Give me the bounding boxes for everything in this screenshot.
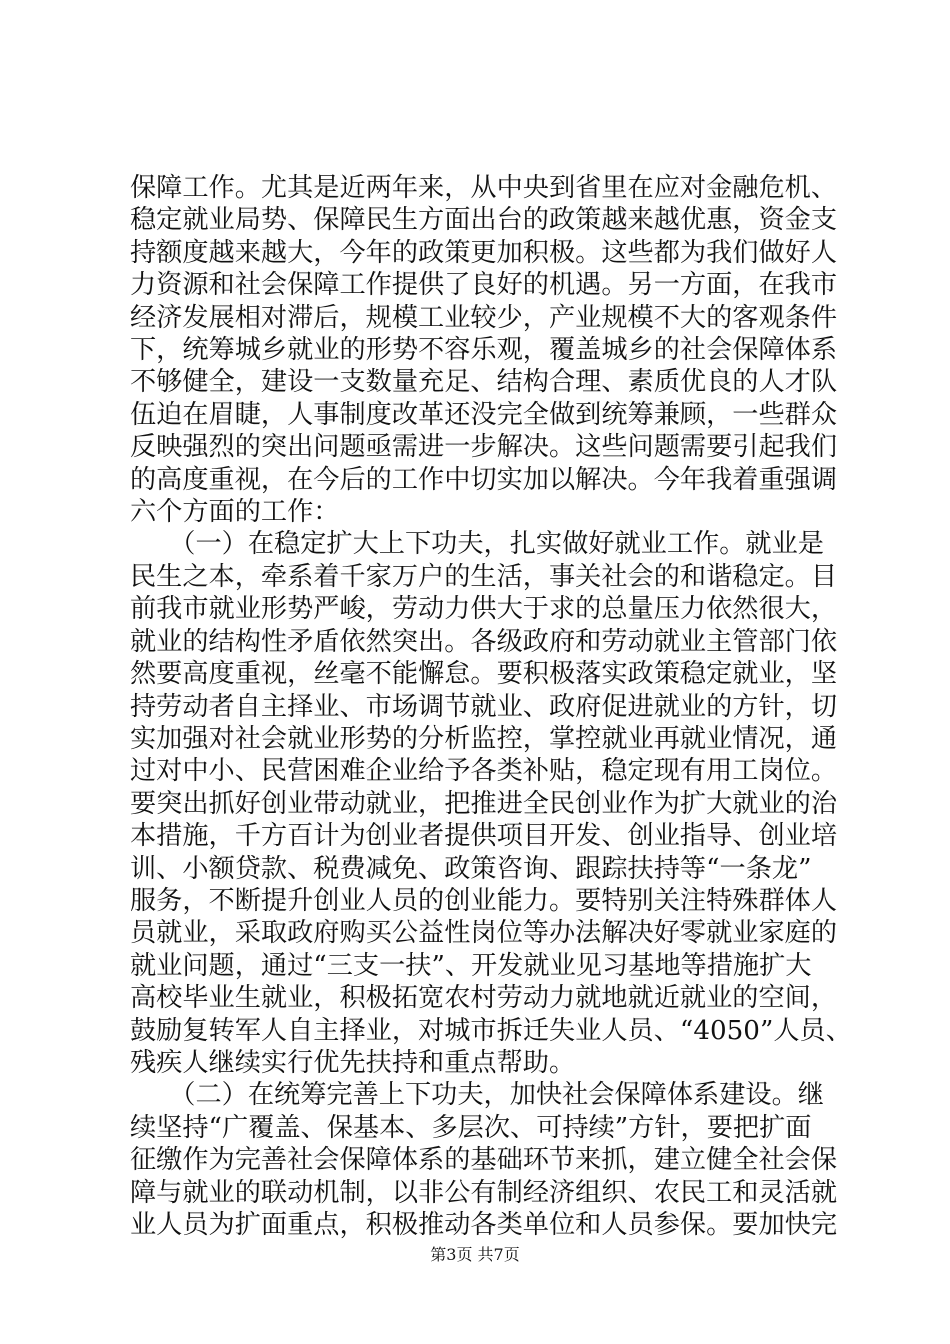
text-line: 要突出抓好创业带动就业，把推进全民创业作为扩大就业的治 [130, 788, 838, 819]
text-line: 力资源和社会保障工作提供了良好的机遇。另一方面，在我市 [130, 270, 838, 301]
text-line: 就业的结构性矛盾依然突出。各级政府和劳动就业主管部门依 [130, 626, 838, 657]
text-line: 经济发展相对滞后，规模工业较少，产业规模不大的客观条件 [130, 302, 838, 333]
text-line: 残疾人继续实行优先扶持和重点帮助。 [130, 1047, 576, 1078]
page-footer: 第3页 共7页 [430, 1245, 520, 1264]
text-line: 然要高度重视，丝毫不能懈怠。要积极落实政策稳定就业，坚 [130, 659, 838, 690]
text-line: 服务，不断提升创业人员的创业能力。要特别关注特殊群体人 [130, 885, 838, 916]
text-line: （二）在统筹完善上下功夫，加快社会保障体系建设。继 [130, 1080, 824, 1111]
text-line: 持劳动者自主择业、市场调节就业、政府促进就业的方针，切 [130, 691, 838, 722]
text-line: 就业问题，通过“三支一扶”、开发就业见习基地等措施扩大 [130, 950, 812, 981]
text-line: 保障工作。尤其是近两年来，从中央到省里在应对金融危机、 [130, 173, 838, 203]
text-line: 本措施，千方百计为创业者提供项目开发、创业指导、创业培 [130, 821, 838, 852]
text-line: 民生之本，牵系着千家万户的生活，事关社会的和谐稳定。目 [130, 561, 838, 592]
text-line: 鼓励复转军人自主择业，对城市拆迁失业人员、“4050”人员、 [130, 1015, 852, 1046]
text-line: 前我市就业形势严峻，劳动力供大于求的总量压力依然很大， [130, 594, 838, 625]
text-line: 征缴作为完善社会保障体系的基础环节来抓，建立健全社会保 [130, 1145, 838, 1176]
text-line: 障与就业的联动机制，以非公有制经济组织、农民工和灵活就 [130, 1177, 838, 1208]
text-line: 续坚持“广覆盖、保基本、多层次、可持续”方针，要把扩面 [130, 1112, 812, 1143]
text-line: 反映强烈的突出问题亟需进一步解决。这些问题需要引起我们 [130, 432, 838, 463]
text-line: 高校毕业生就业，积极拓宽农村劳动力就地就近就业的空间， [130, 983, 838, 1014]
text-line: 下，统筹城乡就业的形势不容乐观，覆盖城乡的社会保障体系 [130, 335, 838, 366]
text-line: 员就业，采取政府购买公益性岗位等办法解决好零就业家庭的 [130, 918, 838, 949]
text-line: 业人员为扩面重点，积极推动各类单位和人员参保。要加快完 [130, 1210, 838, 1240]
text-line: 持额度越来越大，今年的政策更加积极。这些都为我们做好人 [130, 237, 838, 268]
text-line: 稳定就业局势、保障民生方面出台的政策越来越优惠，资金支 [130, 205, 838, 236]
text-line: 伍迫在眉睫，人事制度改革还没完全做到统筹兼顾，一些群众 [130, 399, 838, 430]
text-line: 不够健全，建设一支数量充足、结构合理、素质优良的人才队 [130, 367, 838, 398]
text-line: 实加强对社会就业形势的分析监控，掌控就业再就业情况，通 [130, 723, 838, 754]
text-line: （一）在稳定扩大上下功夫，扎实做好就业工作。就业是 [130, 529, 824, 560]
text-line: 过对中小、民营困难企业给予各类补贴，稳定现有用工岗位。 [130, 756, 838, 787]
text-line: 的高度重视，在今后的工作中切实加以解决。今年我着重强调 [130, 464, 838, 495]
body-text [130, 172, 860, 1241]
text-line: 六个方面的工作： [130, 497, 340, 528]
text-line: 训、小额贷款、税费减免、政策咨询、跟踪扶持等“一条龙” [130, 853, 812, 884]
